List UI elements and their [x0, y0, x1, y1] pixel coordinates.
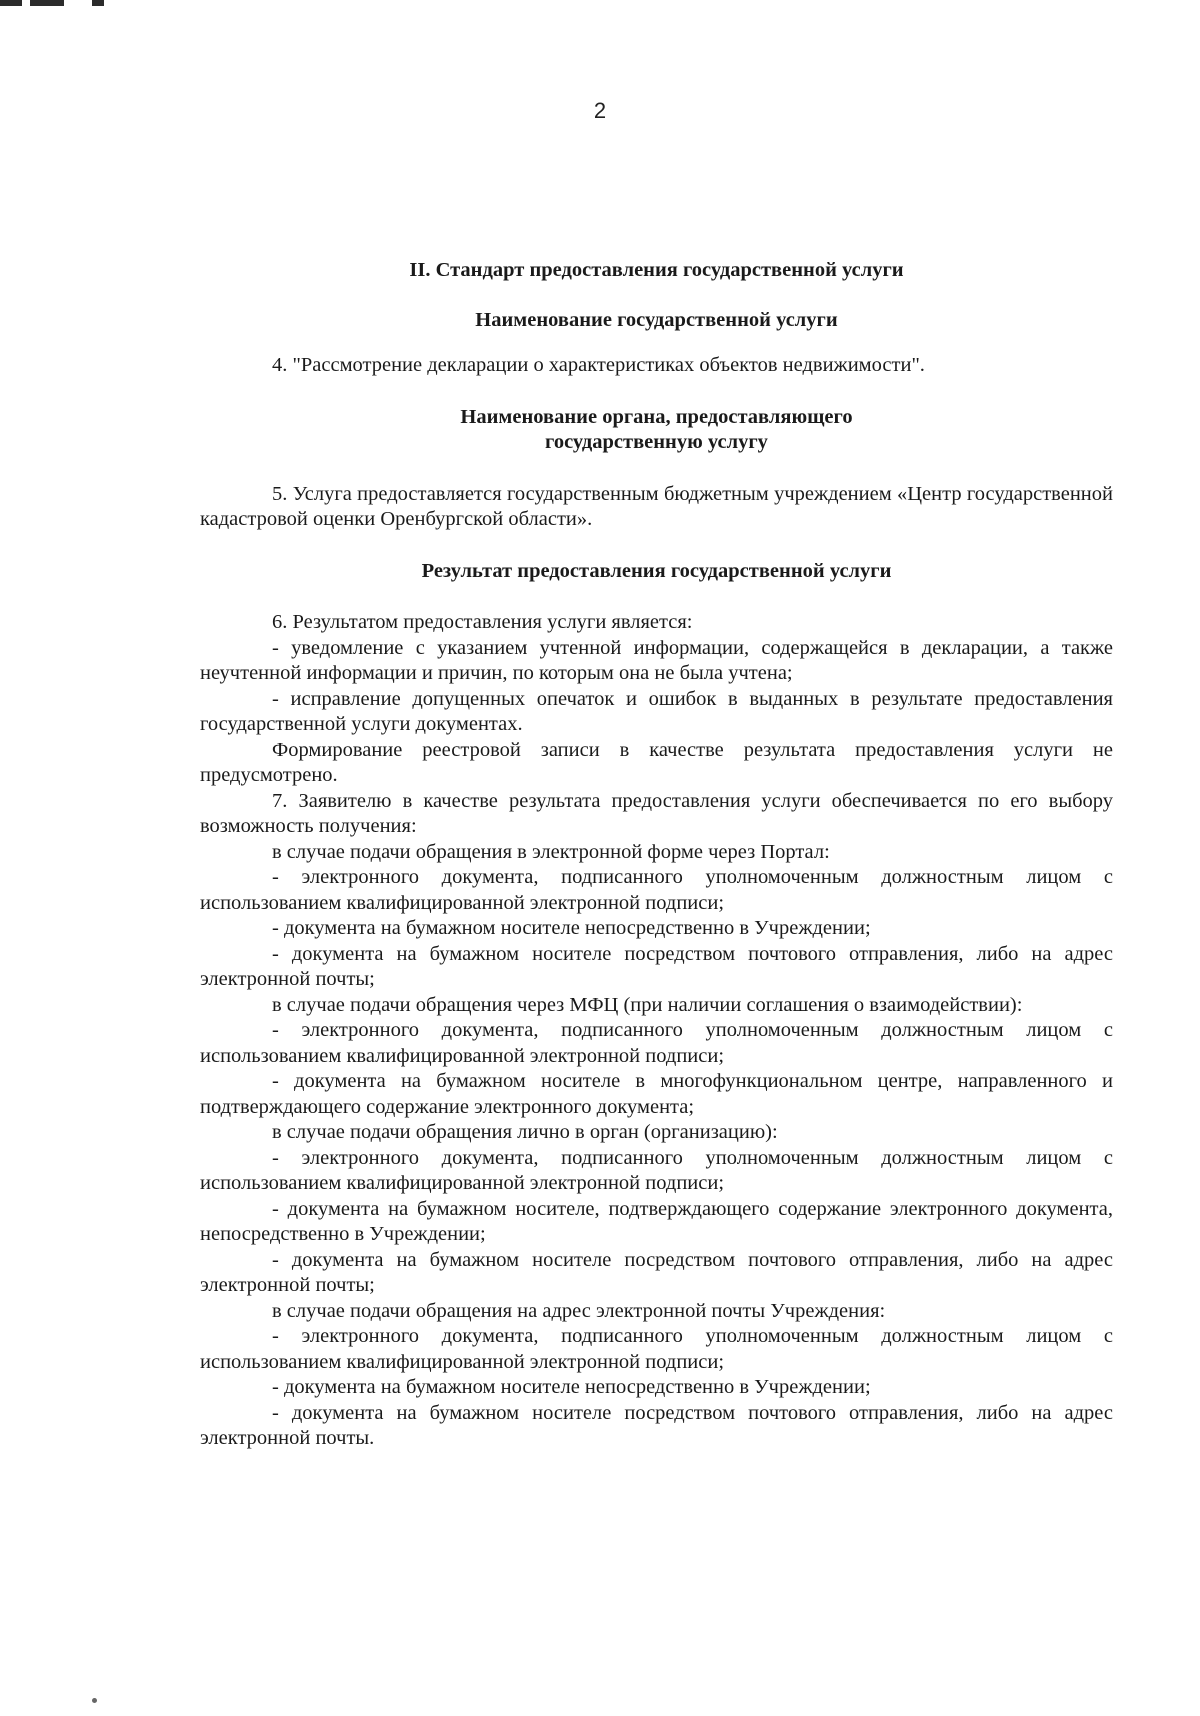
result-paragraph: в случае подачи обращения в электронной форме через Портал: — [272, 840, 830, 863]
result-paragraph: - документа на бумажном носителе непосредственно в Учреждении; — [272, 1376, 871, 1398]
result-paragraph: в случае подачи обращения лично в орган (организацию): — [272, 1121, 778, 1143]
result-paragraph: - электронного документа, подписанного уполномоченным должностным лицом с использованием квалифицированной электронной подписи; — [200, 866, 1113, 914]
section-title: II. Стандарт предоставления государственной услуги — [409, 259, 904, 281]
result-paragraph: 6. Результатом предоставления услуги является: — [272, 611, 693, 633]
result-paragraph: - документа на бумажном носителе посредством почтового отправления, либо на адрес электронной почты; — [200, 1248, 1113, 1296]
result-paragraph: - документа на бумажном носителе посредством почтового отправления, либо на адрес электронной почты. — [200, 1401, 1113, 1449]
result-paragraph: в случае подачи обращения через МФЦ (при наличии соглашения о взаимодействии): — [272, 993, 1023, 1016]
result-paragraph: - электронного документа, подписанного уполномоченным должностным лицом с использованием квалифицированной электронной подписи; — [200, 1325, 1113, 1373]
result-paragraph: - документа на бумажном носителе непосредственно в Учреждении; — [272, 917, 871, 939]
scan-speck — [92, 1698, 97, 1703]
provider-text: 5. Услуга предоставляется государственным бюджетным учреждением «Центр государственной кадастровой оценки Оренбургской области». — [200, 482, 1113, 530]
document-body — [200, 258, 1113, 1452]
result-paragraph: в случае подачи обращения на адрес электронной почты Учреждения: — [272, 1299, 886, 1322]
result-paragraph: - электронного документа, подписанного уполномоченным должностным лицом с использованием квалифицированной электронной подписи; — [200, 1146, 1113, 1194]
page-number: 2 — [593, 98, 607, 123]
result-paragraph: - электронного документа, подписанного уполномоченным должностным лицом с использованием квалифицированной электронной подписи; — [200, 1019, 1113, 1067]
result-paragraph: Формирование реестровой записи в качестве результата предоставления услуги не предусмотрено. — [200, 738, 1113, 786]
service-name-heading: Наименование государственной услуги — [475, 308, 838, 331]
result-paragraph: - уведомление с указанием учтенной информации, содержащейся в декларации, а также неучтенной информации и причин, по которым она не была учтена; — [200, 636, 1113, 684]
result-paragraph: - документа на бумажном носителе, подтверждающего содержание электронного документа, непосредственно в Учреждении; — [200, 1197, 1113, 1245]
result-heading: Результат предоставления государственной услуги — [421, 559, 892, 582]
result-paragraph: 7. Заявителю в качестве результата предоставления услуги обеспечивается по его выбору возможность получения: — [200, 789, 1113, 837]
provider-heading-line1: Наименование органа, предоставляющего — [460, 405, 853, 428]
result-paragraph: - исправление допущенных опечаток и ошибок в выданных в результате предоставления государственной услуги документах. — [200, 687, 1113, 735]
provider-heading-line2: государственную услугу — [545, 431, 768, 453]
service-name-text: 4. "Рассмотрение декларации о характеристиках объектов недвижимости". — [272, 354, 925, 376]
result-paragraph: - документа на бумажном носителе в многофункциональном центре, направленного и подтверждающего содержание электронного документа; — [200, 1070, 1113, 1118]
result-paragraph: - документа на бумажном носителе посредством почтового отправления, либо на адрес электронной почты; — [200, 942, 1113, 990]
scan-corner-mark — [0, 0, 120, 8]
